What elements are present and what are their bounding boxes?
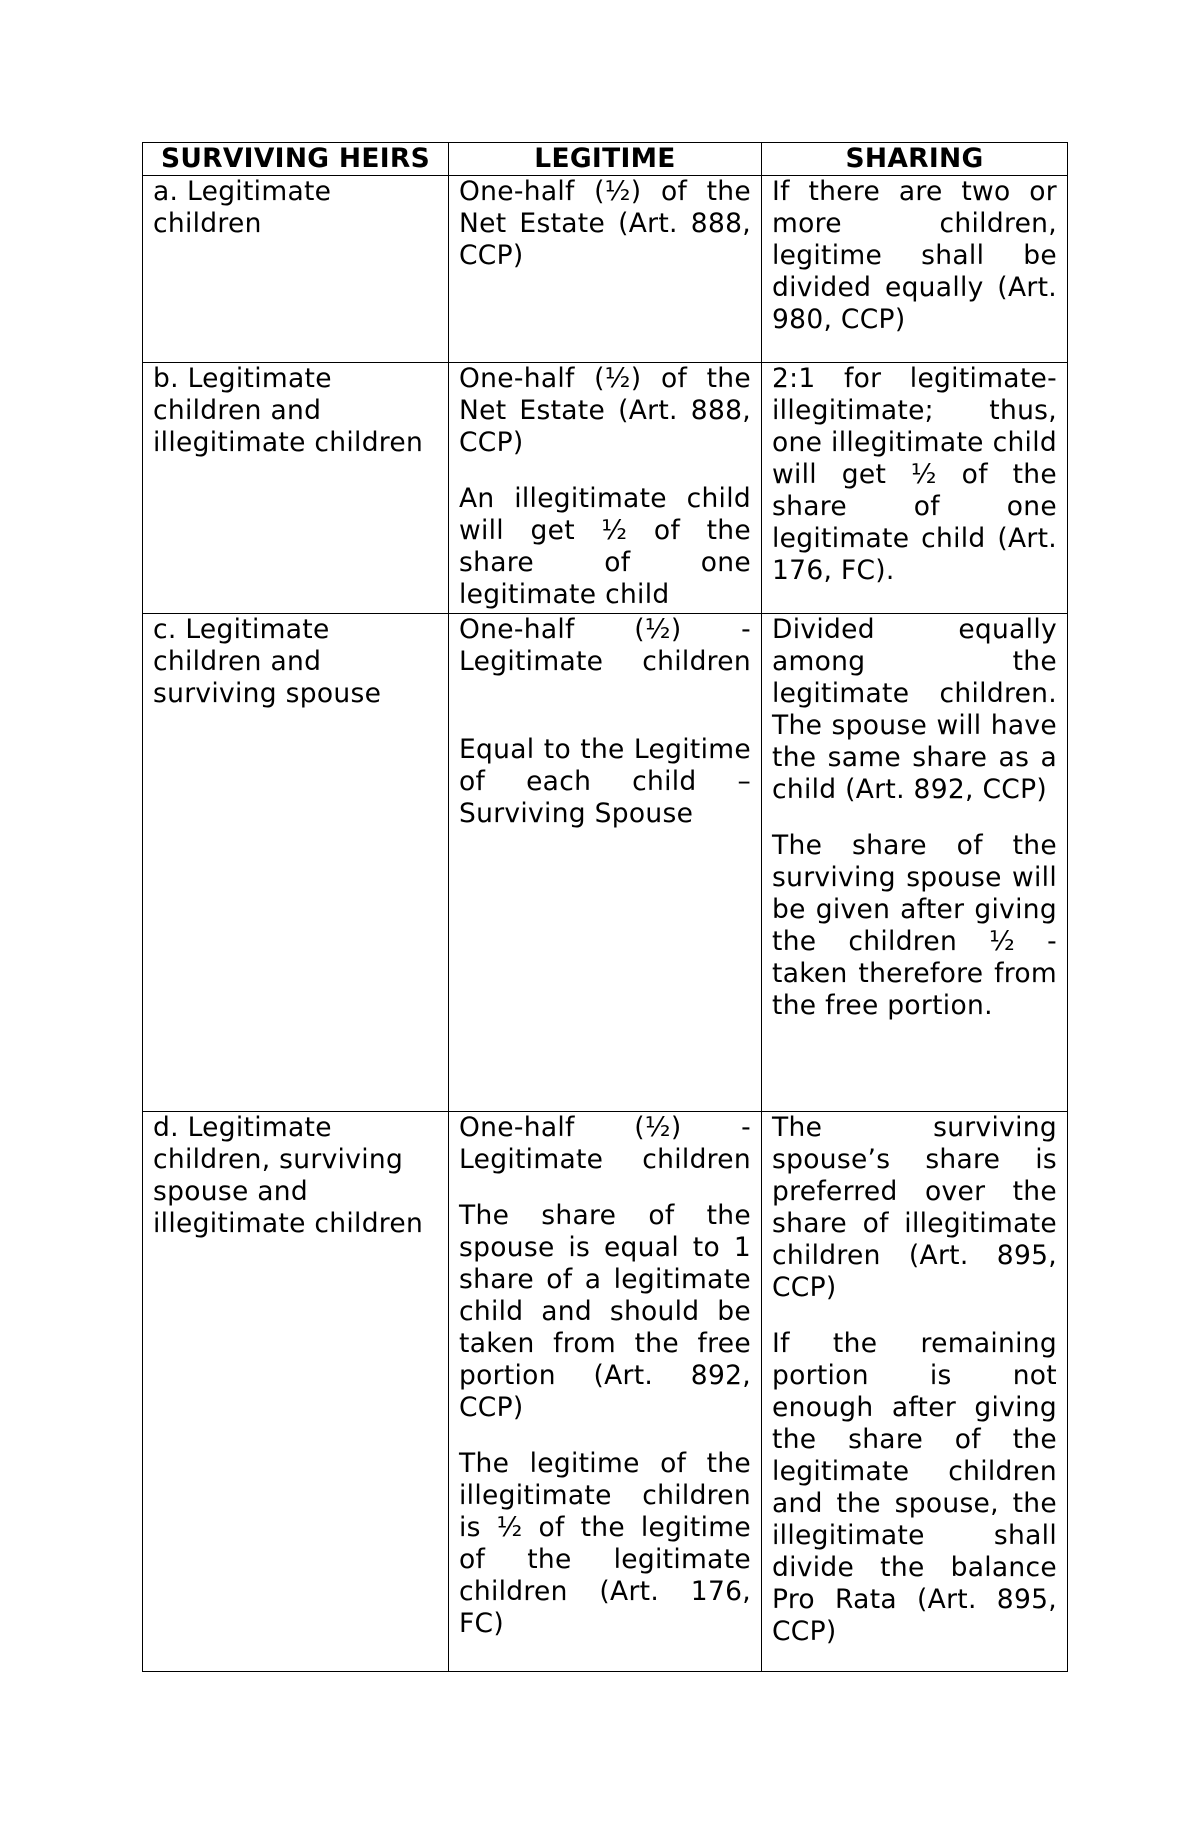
table-header-row [143,143,1068,176]
table-row [143,363,1068,614]
sharing-cell [762,363,1068,614]
legitime-text: The share of the spouse is equal to 1 share of a legitimate child and should be taken from the free portion (Art. 892, CCP) [459,1200,751,1423]
heir-label: c. Legitimate children and surviving spouse [153,614,382,709]
sharing-text: The share of the surviving spouse will be given after giving the children ½ - taken therefore from the free portion. [772,830,1057,1021]
table-row [143,176,1068,363]
heir-label: b. Legitimate children and illegitimate children [153,363,424,458]
sharing-cell [762,1112,1068,1672]
header-sharing: SHARING [762,143,1068,176]
table-row [143,614,1068,1112]
succession-table [142,142,1068,1672]
legitime-text: One-half (½) of the Net Estate (Art. 888, CCP) [459,176,751,271]
sharing-cell [762,614,1068,1112]
legitime-text: An illegitimate child will get ½ of the share of one legitimate child [459,483,751,610]
sharing-text: 2:1 for legitimate-illegitimate; thus, one illegitimate child will get ½ of the share of one legitimate child (Art. 176, FC). [772,363,1057,586]
legitime-text: The legitime of the illegitimate children is ½ of the legitime of the legitimate children (Art. 176, FC) [459,1448,751,1639]
legitime-text: Equal to the Legitime of each child – Surviving Spouse [459,734,751,829]
sharing-text: If there are two or more children, legitime shall be divided equally (Art. 980, CCP) [772,176,1057,335]
heir-label: d. Legitimate children, surviving spouse and illegitimate children [153,1112,424,1239]
sharing-cell [762,176,1068,363]
heir-cell [143,1112,449,1672]
heir-cell [143,614,449,1112]
heir-label: a. Legitimate children [153,176,332,239]
legitime-text: One-half (½) of the Net Estate (Art. 888, CCP) [459,363,751,458]
heir-cell [143,176,449,363]
legitime-cell [449,1112,762,1672]
header-legitime: LEGITIME [449,143,762,176]
sharing-text: If the remaining portion is not enough after giving the share of the legitimate children and the spouse, the illegitimate shall divide the balance Pro Rata (Art. 895, CCP) [772,1328,1057,1647]
heir-cell [143,363,449,614]
sharing-text: Divided equally among the legitimate children. The spouse will have the same share as a child (Art. 892, CCP) [772,614,1057,805]
legitime-text: One-half (½) - Legitimate children [459,614,751,677]
legitime-text: One-half (½) - Legitimate children [459,1112,751,1175]
legitime-cell [449,363,762,614]
legitime-cell [449,614,762,1112]
sharing-text: The surviving spouse’s share is preferred over the share of illegitimate children (Art. 895, CCP) [772,1112,1057,1303]
table-row [143,1112,1068,1672]
legitime-cell [449,176,762,363]
header-surviving-heirs: SURVIVING HEIRS [143,143,449,176]
